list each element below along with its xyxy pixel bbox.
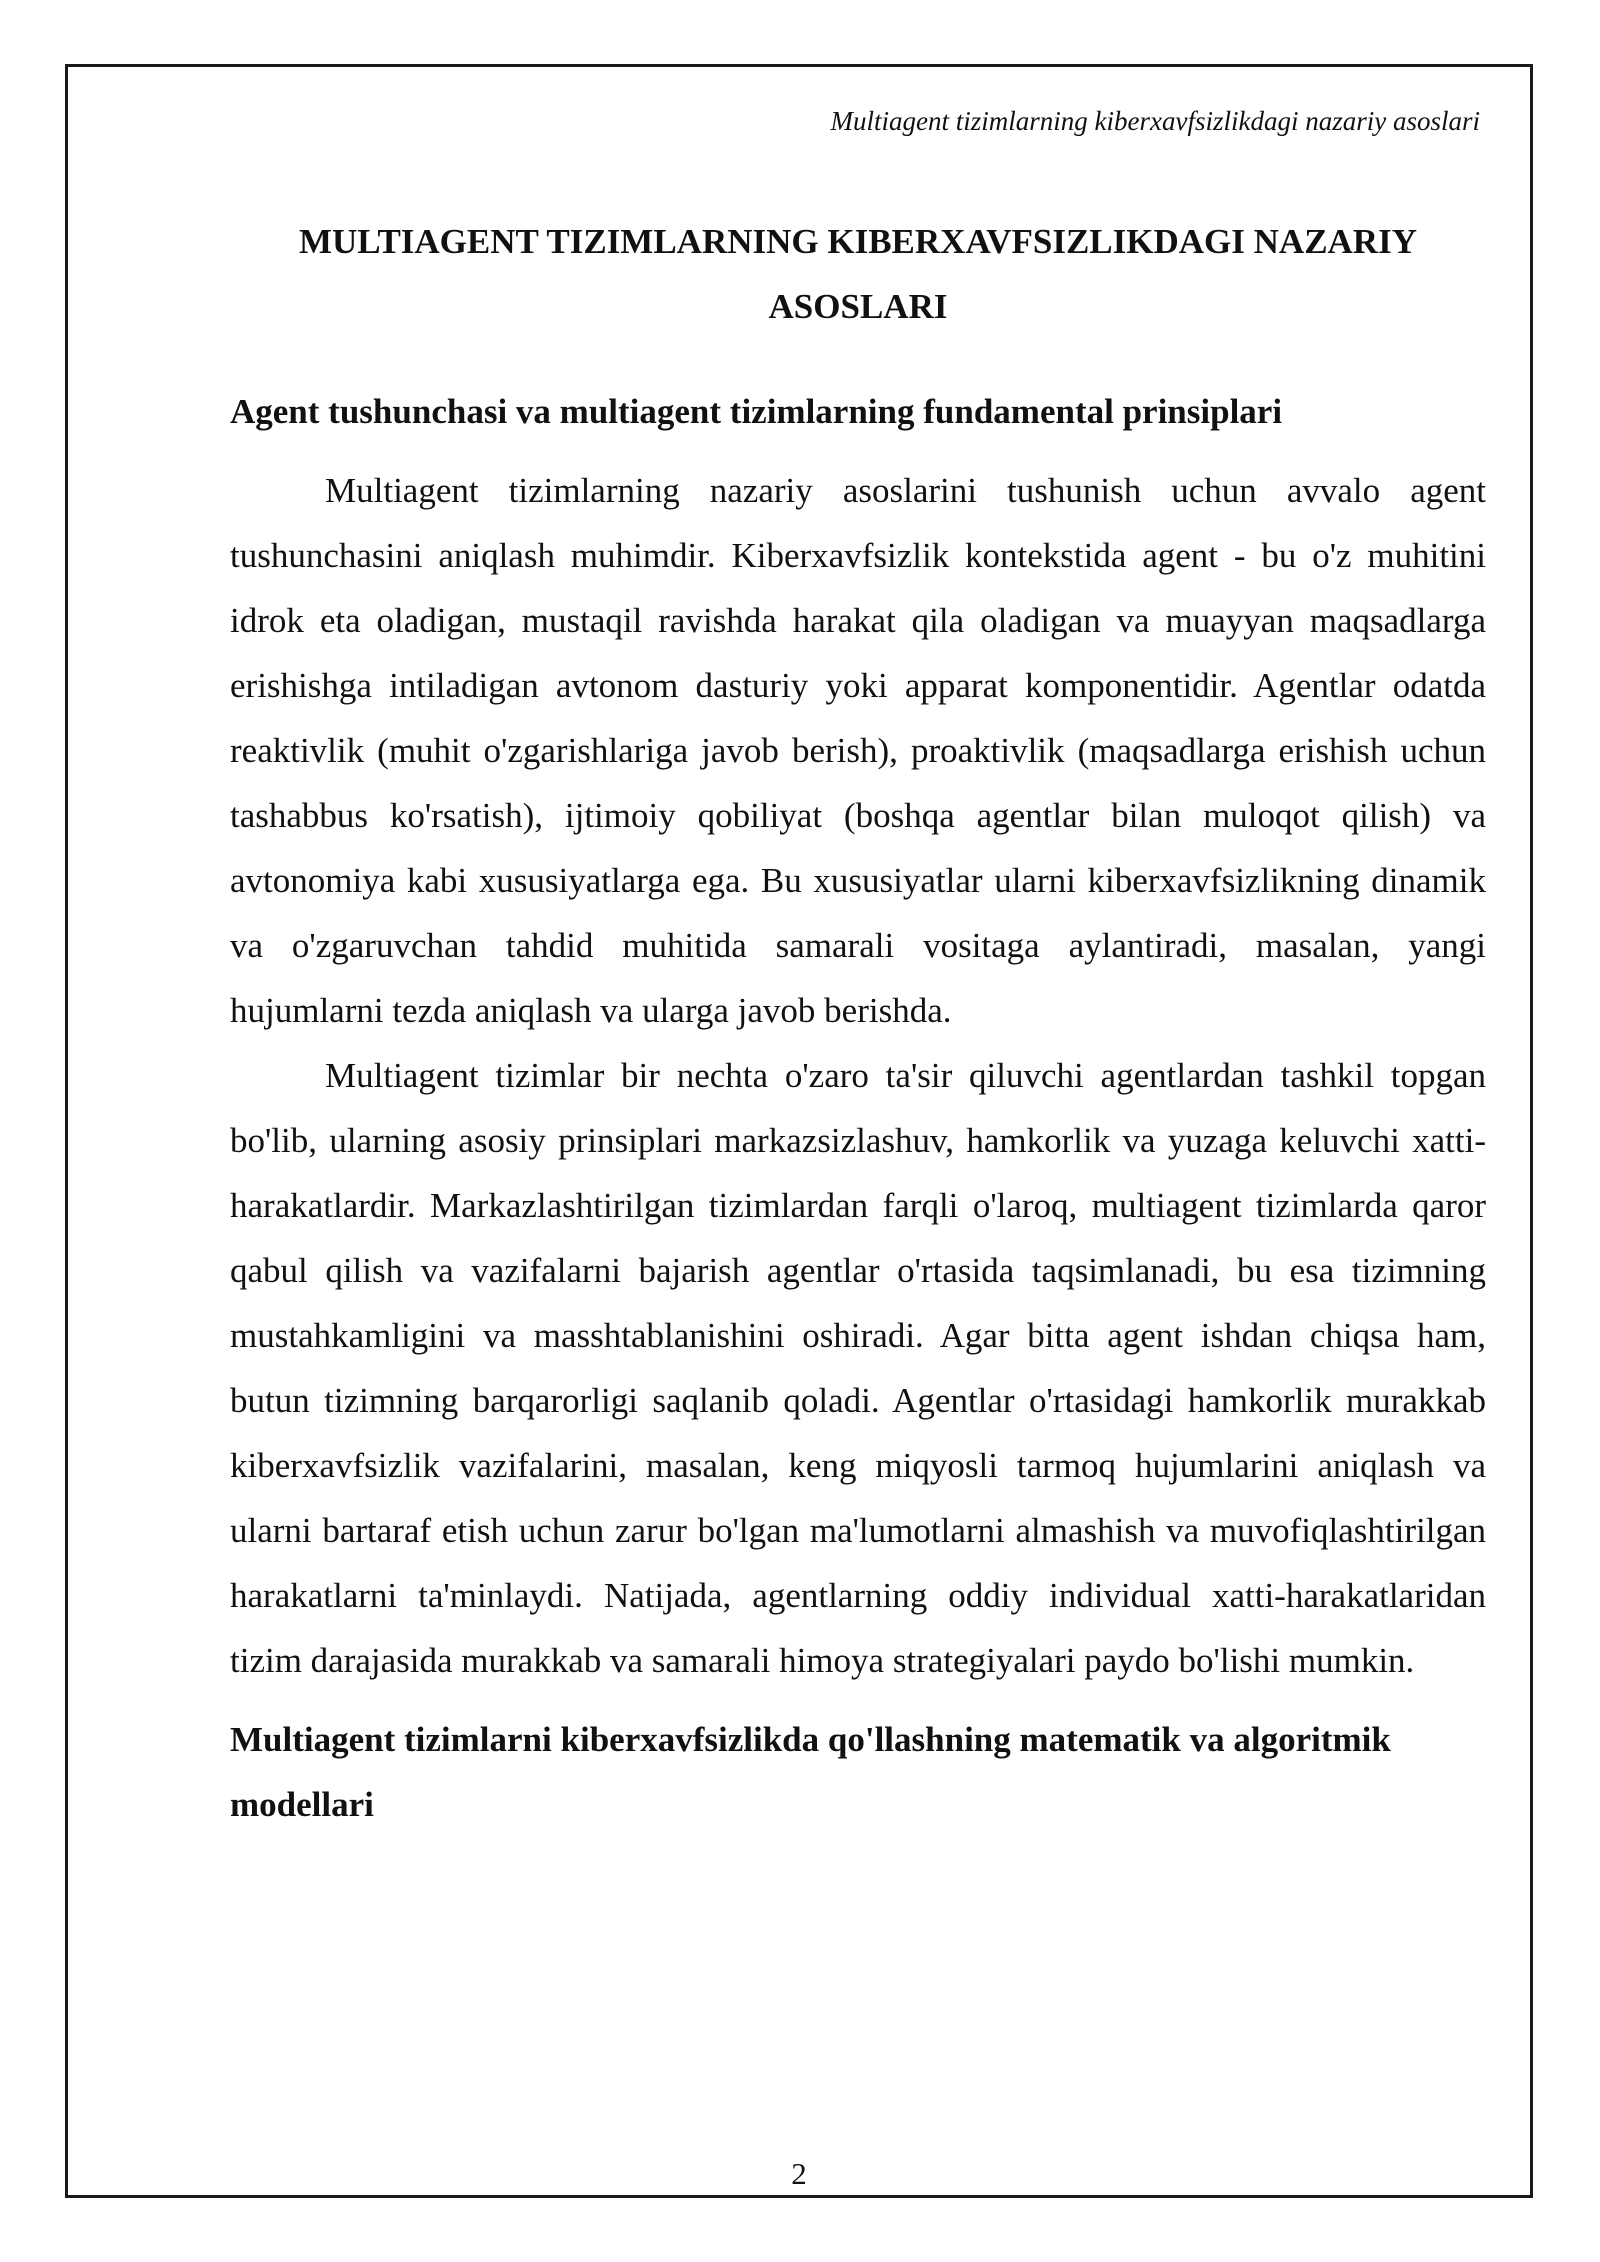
running-header: Multiagent tizimlarning kiberxavfsizlikdagi nazariy asoslari	[830, 106, 1480, 136]
page-number: 2	[791, 2156, 807, 2191]
document-title: MULTIAGENT TIZIMLARNING KIBERXAVFSIZLIKDAGI NAZARIY ASOSLARI	[299, 222, 1417, 326]
page-frame	[65, 64, 1533, 2198]
document-body	[230, 209, 1486, 1837]
paragraph-multiagent-principles: Multiagent tizimlar bir nechta o'zaro ta'sir qiluvchi agentlardan tashkil topgan bo'lib, ularning asosiy prinsiplari markazsizlashuv, hamkorlik va yuzaga keluvchi xatti-harakatlardir. Markazlashtirilgan tizimlardan farqli o'laroq, multiagent tizimlarda qaror qabul qilish va vazifalarni bajarish agentlar o'rtasida taqsimlanadi, bu esa tizimning mustahkamligini va masshtablanishini oshiradi. Agar bitta agent ishdan chiqsa ham, butun tizimning barqarorligi saqlanib qoladi. Agentlar o'rtasidagi hamkorlik murakkab kiberxavfsizlik vazifalarini, masalan, keng miqyosli tarmoq hujumlarini aniqlash va ularni bartaraf etish uchun zarur bo'lgan ma'lumotlarni almashish va muvofiqlashtirilgan harakatlarni ta'minlaydi. Natijada, agentlarning oddiy individual xatti-harakatlaridan tizim darajasida murakkab va samarali himoya strategiyalari paydo bo'lishi mumkin.	[230, 1056, 1486, 1680]
paragraph-agent-definition: Multiagent tizimlarning nazariy asoslarini tushunish uchun avvalo agent tushunchasini aniqlash muhimdir. Kiberxavfsizlik kontekstida agent - bu o'z muhitini idrok eta oladigan, mustaqil ravishda harakat qila oladigan va muayyan maqsadlarga erishishga intiladigan avtonom dasturiy yoki apparat komponentidir. Agentlar odatda reaktivlik (muhit o'zgarishlariga javob berish), proaktivlik (maqsadlarga erishish uchun tashabbus ko'rsatish), ijtimoiy qobiliyat (boshqa agentlar bilan muloqot qilish) va avtonomiya kabi xususiyatlarga ega. Bu xususiyatlar ularni kiberxavfsizlikning dinamik va o'zgaruvchan tahdid muhitida samarali vositaga aylantiradi, masalan, yangi hujumlarni tezda aniqlash va ularga javob berishda.	[230, 471, 1486, 1030]
section-heading-agent-concept: Agent tushunchasi va multiagent tizimlarning fundamental prinsiplari	[230, 392, 1283, 431]
section-heading-models: Multiagent tizimlarni kiberxavfsizlikda qo'llashning matematik va algoritmik modellari	[230, 1720, 1391, 1824]
